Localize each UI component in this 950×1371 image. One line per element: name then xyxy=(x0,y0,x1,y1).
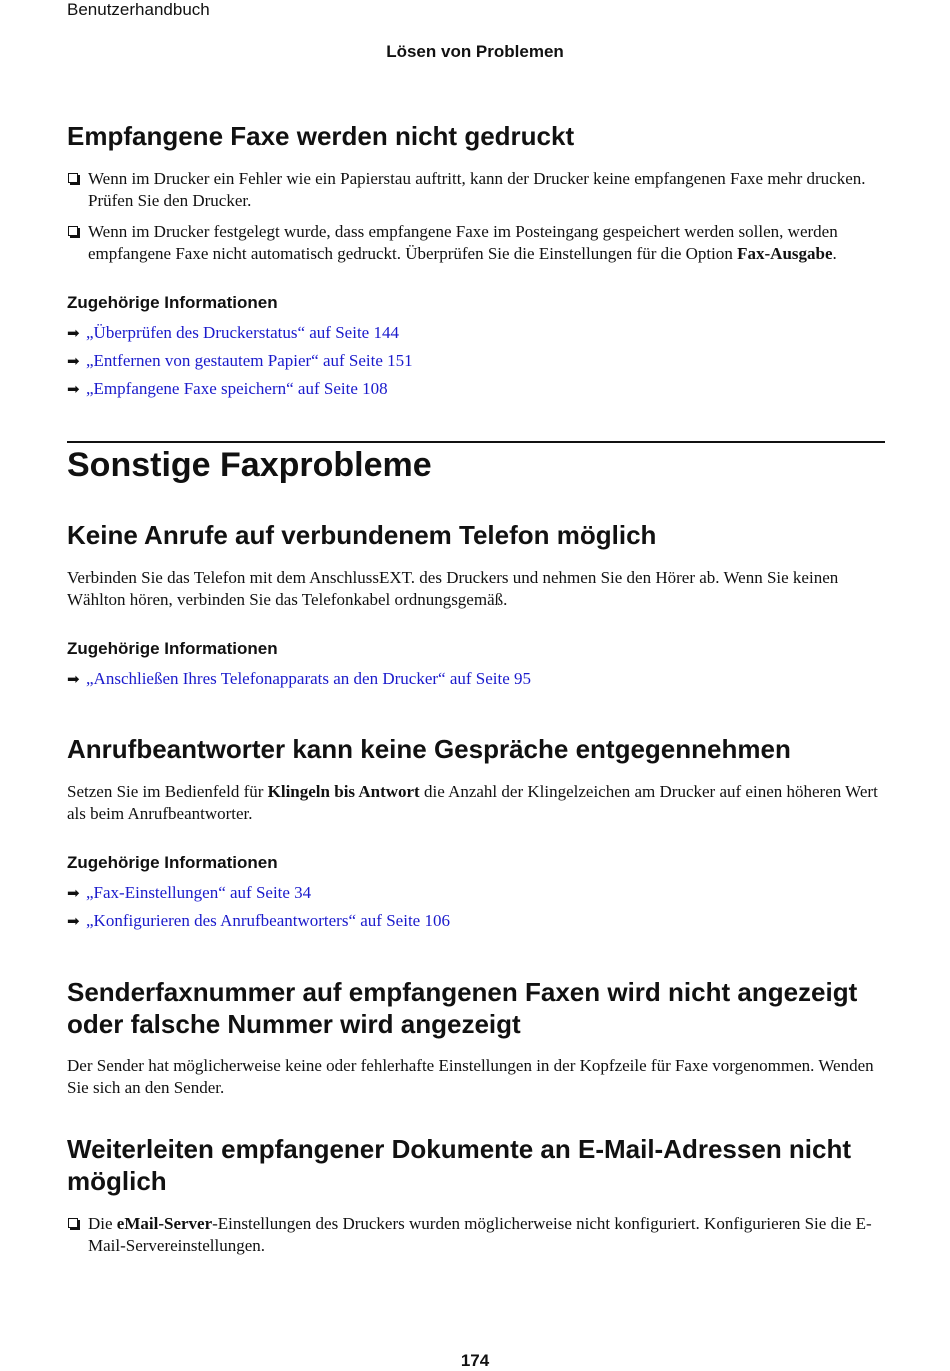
bullet-item xyxy=(67,168,885,212)
paragraph: Verbinden Sie das Telefon mit dem AnschlussEXT. des Druckers und nehmen Sie den Hörer ab. Wenn Sie keinen Wählton hören, verbinden Sie das Telefonkabel ordnungsgemäß. xyxy=(67,568,839,609)
section-heading-sender-fax-number: Senderfaxnummer auf empfangenen Faxen wird nicht angezeigt oder falsche Nummer wird angezeigt xyxy=(67,977,858,1039)
page-number: 174 xyxy=(460,1351,490,1370)
bullet-text: Wenn im Drucker festgelegt wurde, dass empfangene Faxe im Posteingang gespeichert werden sollen, werden empfangene Faxe nicht automatisch gedruckt. Überprüfen Sie die Einstellungen für die Option Fax-Ausgabe. xyxy=(88,222,838,263)
bullet-item xyxy=(67,1213,885,1257)
bullet-text: Die eMail-Server-Einstellungen des Druckers wurden möglicherweise nicht konfiguriert. Konfigurieren Sie die E-Mail-Servereinstellungen. xyxy=(88,1214,872,1255)
arrow-right-icon: ➡ xyxy=(67,670,80,688)
arrow-right-icon: ➡ xyxy=(67,352,80,370)
bullet-square-icon xyxy=(68,173,78,183)
chapter-title: Lösen von Problemen xyxy=(386,42,564,61)
section-heading-email-forwarding: Weiterleiten empfangener Dokumente an E-Mail-Adressen nicht möglich xyxy=(67,1134,852,1196)
related-link[interactable]: ➡ „Konfigurieren des Anrufbeantworters“ auf Seite 106 xyxy=(67,911,450,930)
related-link[interactable]: ➡ „Entfernen von gestautem Papier“ auf Seite 151 xyxy=(67,351,413,370)
related-link[interactable]: ➡ „Anschließen Ihres Telefonapparats an den Drucker“ auf Seite 95 xyxy=(67,669,532,688)
arrow-right-icon: ➡ xyxy=(67,884,80,902)
related-info-heading: Zugehörige Informationen xyxy=(67,293,278,312)
document-title: Benutzerhandbuch xyxy=(67,0,210,19)
major-section-heading: Sonstige Faxprobleme xyxy=(67,446,432,484)
setting-email-server: eMail-Server xyxy=(116,1214,213,1233)
section-heading-faxes-not-printed: Empfangene Faxe werden nicht gedruckt xyxy=(67,121,575,151)
arrow-right-icon: ➡ xyxy=(67,380,80,398)
setting-klingeln-bis-antwort: Klingeln bis Antwort xyxy=(267,782,420,801)
section-heading-no-calls: Keine Anrufe auf verbundenem Telefon möglich xyxy=(67,520,657,550)
arrow-right-icon: ➡ xyxy=(67,912,80,930)
related-info-heading: Zugehörige Informationen xyxy=(67,639,278,658)
bullet-item xyxy=(67,221,885,265)
paragraph: Der Sender hat möglicherweise keine oder fehlerhafte Einstellungen in der Kopfzeile für Faxe vorgenommen. Wenden Sie sich an den Sender. xyxy=(67,1056,874,1097)
bullet-text: Wenn im Drucker ein Fehler wie ein Papierstau auftritt, kann der Drucker keine empfangenen Faxe mehr drucken. Prüfen Sie den Drucker. xyxy=(88,169,866,210)
related-link[interactable]: ➡ „Überprüfen des Druckerstatus“ auf Seite 144 xyxy=(67,323,399,342)
related-link[interactable]: ➡ „Empfangene Faxe speichern“ auf Seite 108 xyxy=(67,379,388,398)
bullet-square-icon xyxy=(68,1218,78,1228)
section-divider xyxy=(67,441,885,443)
option-fax-ausgabe: Fax-Ausgabe xyxy=(737,244,833,263)
related-info-heading: Zugehörige Informationen xyxy=(67,853,278,872)
paragraph: Setzen Sie im Bedienfeld für Klingeln bis Antwort die Anzahl der Klingelzeichen am Drucker auf einen höheren Wert als beim Anrufbeantworter. xyxy=(67,782,878,823)
arrow-right-icon: ➡ xyxy=(67,324,80,342)
section-heading-answering-machine: Anrufbeantworter kann keine Gespräche entgegennehmen xyxy=(67,734,791,764)
bullet-square-icon xyxy=(68,226,78,236)
related-link[interactable]: ➡ „Fax-Einstellungen“ auf Seite 34 xyxy=(67,883,312,902)
